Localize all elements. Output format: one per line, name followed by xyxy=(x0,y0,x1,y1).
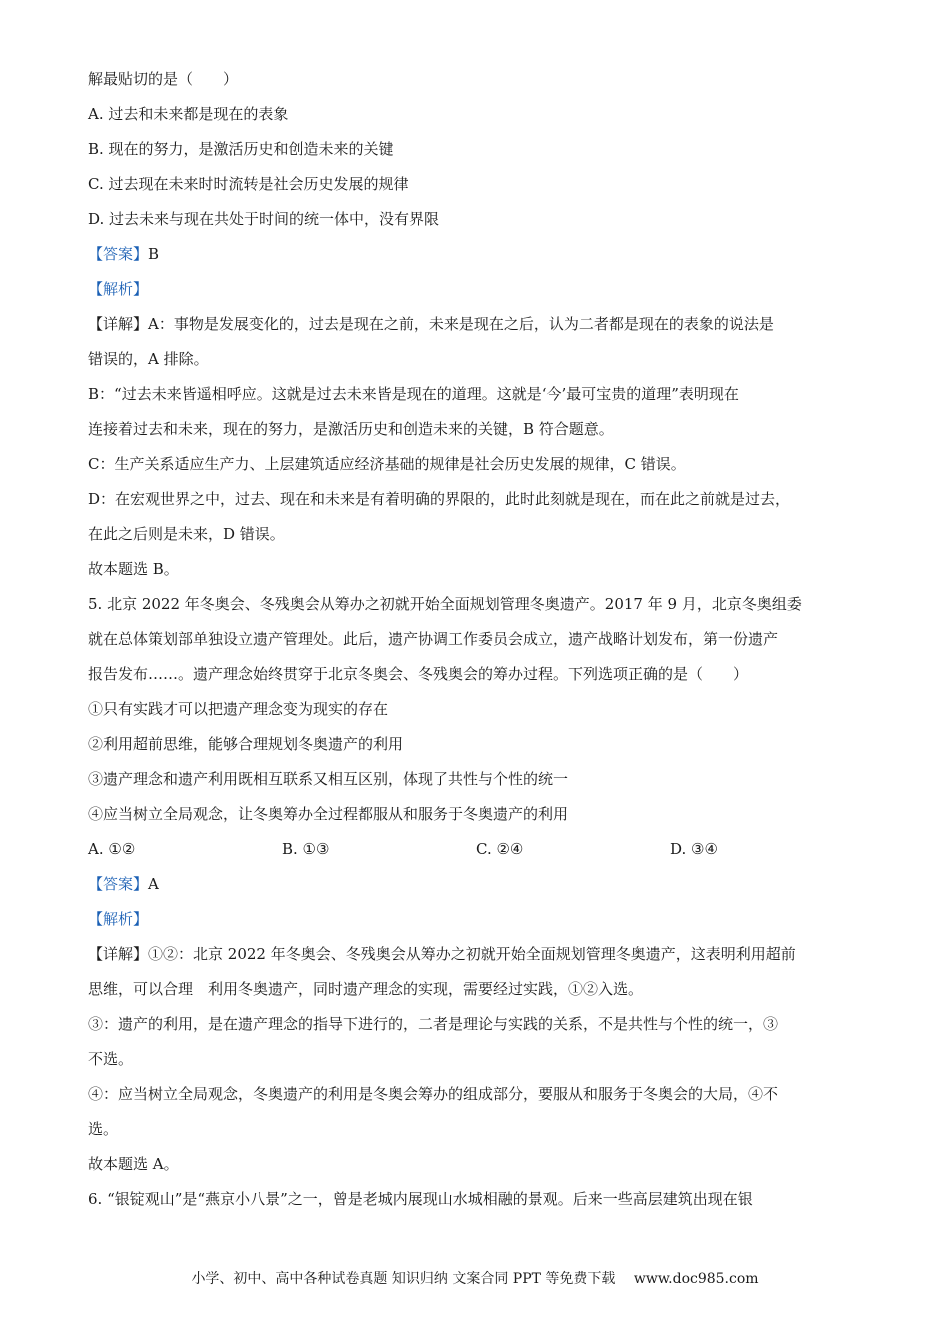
q5-item-4: ④应当树立全局观念，让冬奥筹办全过程都服从和服务于冬奥遗产的利用 xyxy=(88,805,569,823)
q4-explanation-line: 在此之后则是未来，D 错误。 xyxy=(88,525,285,543)
answer-value: B xyxy=(148,245,160,263)
q5-conclusion: 故本题选 A。 xyxy=(88,1155,179,1173)
explanation-text: A：事物是发展变化的，过去是现在之前，未来是现在之后，认为二者都是现在的表象的说法是 xyxy=(148,315,774,333)
q4-conclusion: 故本题选 B。 xyxy=(88,560,179,578)
q4-explanation-line: 连接着过去和未来，现在的努力，是激活历史和创造未来的关键，B 符合题意。 xyxy=(88,420,614,438)
q4-option-b: B. 现在的努力，是激活历史和创造未来的关键 xyxy=(88,140,394,158)
q4-stem-tail: 解最贴切的是（ ） xyxy=(88,70,239,88)
q5-item-1: ①只有实践才可以把遗产理念变为现实的存在 xyxy=(88,700,389,718)
q4-option-a: A. 过去和未来都是现在的表象 xyxy=(88,105,289,123)
q5-explanation-line: 思维，可以合理 利用冬奥遗产，同时遗产理念的实现，需要经过实践，①②入选。 xyxy=(88,980,644,998)
q5-option-d: D. ③④ xyxy=(670,840,718,858)
q4-explanation-line: C：生产关系适应生产力、上层建筑适应经济基础的规律是社会历史发展的规律，C 错误。 xyxy=(88,455,686,473)
q5-explanation-line: 选。 xyxy=(88,1120,119,1138)
q4-answer xyxy=(88,237,868,272)
q4-option-c: C. 过去现在未来时时流转是社会历史发展的规律 xyxy=(88,175,409,193)
q5-answer xyxy=(88,867,868,902)
answer-tag: 【答案】 xyxy=(88,875,149,893)
q4-option-d: D. 过去未来与现在共处于时间的统一体中，没有界限 xyxy=(88,210,440,228)
detail-tag: 【详解】 xyxy=(88,945,149,963)
q5-explanation-line: ④：应当树立全局观念，冬奥遗产的利用是冬奥会筹办的组成部分，要服从和服务于冬奥会的大局，④不 xyxy=(88,1085,779,1103)
q5-analysis-heading xyxy=(88,902,868,937)
q5-stem-line: 就在总体策划部单独设立遗产管理处。此后，遗产协调工作委员会成立，遗产战略计划发布，第一份遗产 xyxy=(88,630,779,648)
analysis-tag: 【解析】 xyxy=(88,280,149,298)
answer-value: A xyxy=(148,875,159,893)
document-page xyxy=(88,62,868,1217)
q5-options xyxy=(88,832,868,867)
q5-stem-line: 5. 北京 2022 年冬奥会、冬残奥会从筹办之初就开始全面规划管理冬奥遗产。2017 年 9 月，北京冬奥组委 xyxy=(88,595,802,613)
q5-option-b: B. ①③ xyxy=(282,840,330,858)
q4-explanation-line: D：在宏观世界之中，过去、现在和未来是有着明确的界限的，此时此刻就是现在，而在此之前就是过去， xyxy=(88,490,791,508)
q6-stem-line: 6. “银锭观山”是“燕京小八景”之一，曾是老城内展现山水城相融的景观。后来一些高层建筑出现在银 xyxy=(88,1190,753,1208)
q4-explanation-line: 错误的，A 排除。 xyxy=(88,350,209,368)
q4-detail-line xyxy=(88,307,868,342)
answer-tag: 【答案】 xyxy=(88,245,149,263)
q4-explanation-line: B：“过去未来皆遥相呼应。这就是过去未来皆是现在的道理。这就是‘今’最可宝贵的道理”表明现在 xyxy=(88,385,739,403)
q4-analysis-heading xyxy=(88,272,868,307)
explanation-text: ①②：北京 2022 年冬奥会、冬残奥会从筹办之初就开始全面规划管理冬奥遗产，这表明利用超前 xyxy=(148,945,796,963)
q5-item-3: ③遗产理念和遗产利用既相互联系又相互区别，体现了共性与个性的统一 xyxy=(88,770,569,788)
q5-explanation-line: ③：遗产的利用，是在遗产理念的指导下进行的，二者是理论与实践的关系，不是共性与个性的统一，③ xyxy=(88,1015,779,1033)
q5-stem-line: 报告发布……。遗产理念始终贯穿于北京冬奥会、冬残奥会的筹办过程。下列选项正确的是（ ） xyxy=(88,665,749,683)
q5-option-a: A. ①② xyxy=(88,840,136,858)
q5-option-c: C. ②④ xyxy=(476,840,524,858)
q5-explanation-line: 不选。 xyxy=(88,1050,134,1068)
analysis-tag: 【解析】 xyxy=(88,910,149,928)
page-footer: 小学、初中、高中各种试卷真题 知识归纳 文案合同 PPT 等免费下载 www.doc985.com xyxy=(191,1271,759,1287)
q5-detail-line xyxy=(88,937,868,972)
q5-item-2: ②利用超前思维，能够合理规划冬奥遗产的利用 xyxy=(88,735,404,753)
detail-tag: 【详解】 xyxy=(88,315,149,333)
